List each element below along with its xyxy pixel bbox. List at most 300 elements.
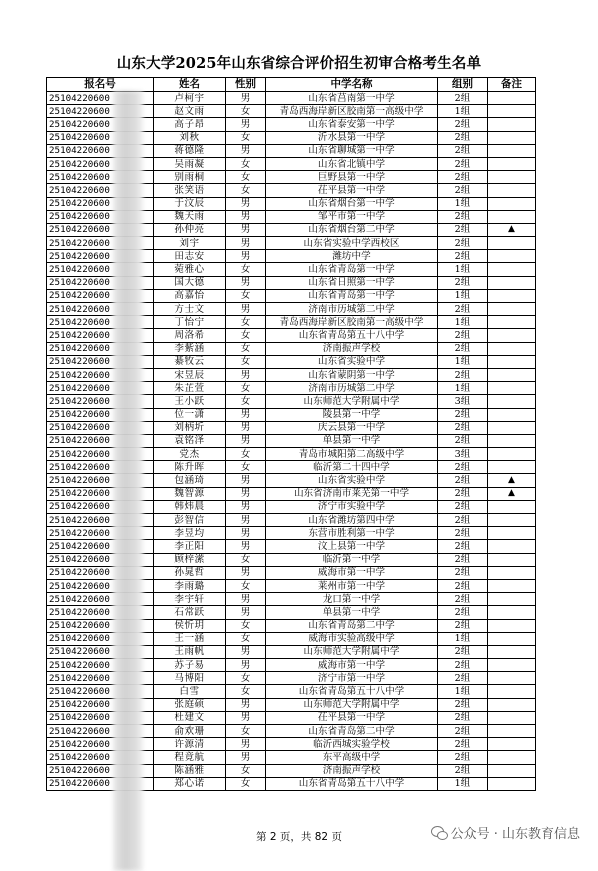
cell-reg-no: 25104220600: [47, 711, 154, 724]
cell-group: 2组: [438, 144, 488, 157]
cell-group: 2组: [438, 434, 488, 447]
cell-school: 山东省青岛第二中学: [266, 725, 438, 738]
cell-reg-no: 25104220600: [47, 672, 154, 685]
cell-gender: 女: [226, 316, 266, 329]
watermark-text: 公众号 · 山东教育信息: [450, 827, 580, 842]
cell-name: 赵文雨: [154, 105, 226, 118]
cell-school: 山东省青岛第五十八中学: [266, 777, 438, 790]
cell-group: 2组: [438, 553, 488, 566]
cell-name: 白雪: [154, 685, 226, 698]
cell-reg-no: 25104220600: [47, 342, 154, 355]
cell-note: [488, 461, 536, 474]
cell-name: 俞欢珊: [154, 725, 226, 738]
cell-note: [488, 434, 536, 447]
cell-reg-no: 25104220600: [47, 448, 154, 461]
cell-school: 山东省青岛第一中学: [266, 263, 438, 276]
watermark: [431, 823, 580, 842]
cell-reg-no: 25104220600: [47, 210, 154, 223]
cell-group: 2组: [438, 672, 488, 685]
cell-note: [488, 131, 536, 144]
cell-note: [488, 329, 536, 342]
cell-school: 巨野县第一中学: [266, 171, 438, 184]
cell-name: 李正阳: [154, 540, 226, 553]
cell-group: 2组: [438, 92, 488, 105]
cell-gender: 女: [226, 157, 266, 170]
cell-group: 2组: [438, 118, 488, 131]
cell-group: 1组: [438, 777, 488, 790]
cell-gender: 男: [226, 566, 266, 579]
cell-name: 綦牧云: [154, 355, 226, 368]
cell-school: 山东省莒南第一中学: [266, 92, 438, 105]
cell-school: 山东省潍坊第四中学: [266, 514, 438, 527]
cell-gender: 男: [226, 303, 266, 316]
cell-name: 马博阳: [154, 672, 226, 685]
cell-note: [488, 197, 536, 210]
cell-group: 2组: [438, 250, 488, 263]
cell-reg-no: 25104220600: [47, 738, 154, 751]
cell-reg-no: 25104220600: [47, 105, 154, 118]
cell-school: 济南市历城第二中学: [266, 303, 438, 316]
cell-name: 李宇轩: [154, 593, 226, 606]
cell-school: 单县第一中学: [266, 606, 438, 619]
cell-gender: 男: [226, 751, 266, 764]
cell-school: 单县第一中学: [266, 434, 438, 447]
cell-group: 2组: [438, 698, 488, 711]
cell-reg-no: 25104220600: [47, 289, 154, 302]
cell-name: 李紫涵: [154, 342, 226, 355]
cell-note: [488, 382, 536, 395]
cell-name: 李昱均: [154, 527, 226, 540]
cell-note: [488, 316, 536, 329]
cell-note: [488, 237, 536, 250]
header-note: 备注: [488, 78, 536, 92]
cell-gender: 女: [226, 685, 266, 698]
page-title: 山东大学2025年山东省综合评价招生初审合格考生名单: [116, 55, 482, 72]
cell-school: 山东省日照第一中学: [266, 276, 438, 289]
cell-group: 2组: [438, 171, 488, 184]
cell-name: 国大德: [154, 276, 226, 289]
cell-reg-no: 25104220600: [47, 316, 154, 329]
cell-school: 山东省实验中学: [266, 355, 438, 368]
cell-note: [488, 619, 536, 632]
cell-gender: 女: [226, 725, 266, 738]
cell-group: 1组: [438, 263, 488, 276]
cell-name: 别雨桐: [154, 171, 226, 184]
cell-gender: 男: [226, 92, 266, 105]
cell-school: 茌平县第一中学: [266, 184, 438, 197]
cell-name: 周洛希: [154, 329, 226, 342]
cell-gender: 男: [226, 606, 266, 619]
cell-reg-no: 25104220600: [47, 777, 154, 790]
cell-reg-no: 25104220600: [47, 698, 154, 711]
cell-gender: 女: [226, 263, 266, 276]
cell-gender: 男: [226, 368, 266, 381]
cell-note: [488, 118, 536, 131]
cell-reg-no: 25104220600: [47, 500, 154, 513]
cell-note: [488, 448, 536, 461]
cell-group: 1组: [438, 105, 488, 118]
cell-gender: 女: [226, 329, 266, 342]
cell-gender: 女: [226, 461, 266, 474]
cell-note: [488, 210, 536, 223]
cell-school: 山东师范大学附属中学: [266, 698, 438, 711]
cell-note: [488, 725, 536, 738]
cell-school: 青岛西海岸新区胶南第一高级中学: [266, 105, 438, 118]
cell-group: 2组: [438, 184, 488, 197]
cell-school: 山东省泰安第一中学: [266, 118, 438, 131]
cell-reg-no: 25104220600: [47, 461, 154, 474]
cell-name: 李雨璐: [154, 579, 226, 592]
cell-gender: 男: [226, 487, 266, 500]
cell-note: [488, 593, 536, 606]
cell-school: 山东省聊城第一中学: [266, 144, 438, 157]
cell-gender: 女: [226, 105, 266, 118]
cell-group: 2组: [438, 421, 488, 434]
cell-group: 1组: [438, 685, 488, 698]
cell-gender: 男: [226, 698, 266, 711]
cell-name: 高嘉怡: [154, 289, 226, 302]
cell-name: 党杰: [154, 448, 226, 461]
cell-note: ▲: [488, 223, 536, 236]
cell-note: [488, 289, 536, 302]
cell-group: 2组: [438, 329, 488, 342]
cell-group: 2组: [438, 131, 488, 144]
cell-school: 济南市历城第二中学: [266, 382, 438, 395]
cell-reg-no: 25104220600: [47, 632, 154, 645]
cell-group: 2组: [438, 368, 488, 381]
cell-reg-no: 25104220600: [47, 197, 154, 210]
cell-note: [488, 685, 536, 698]
cell-gender: 女: [226, 619, 266, 632]
cell-reg-no: 25104220600: [47, 764, 154, 777]
cell-name: 王一涵: [154, 632, 226, 645]
cell-note: [488, 171, 536, 184]
cell-school: 山东省青岛第一中学: [266, 289, 438, 302]
cell-gender: 男: [226, 237, 266, 250]
header-reg-no: 报名号: [47, 78, 154, 92]
cell-reg-no: 25104220600: [47, 250, 154, 263]
cell-gender: 男: [226, 408, 266, 421]
cell-name: 蒋德隆: [154, 144, 226, 157]
cell-note: [488, 579, 536, 592]
cell-name: 石常跃: [154, 606, 226, 619]
cell-school: 山东省济南市莱芜第一中学: [266, 487, 438, 500]
cell-gender: 男: [226, 474, 266, 487]
cell-gender: 女: [226, 777, 266, 790]
cell-group: 2组: [438, 223, 488, 236]
cell-gender: 男: [226, 500, 266, 513]
cell-gender: 女: [226, 553, 266, 566]
cell-name: 于汶辰: [154, 197, 226, 210]
cell-group: 2组: [438, 408, 488, 421]
cell-gender: 男: [226, 659, 266, 672]
cell-gender: 男: [226, 276, 266, 289]
cell-group: 2组: [438, 764, 488, 777]
cell-reg-no: 25104220600: [47, 276, 154, 289]
cell-school: 威海市第一中学: [266, 659, 438, 672]
cell-name: 王雨帆: [154, 645, 226, 658]
cell-school: 济南振声学校: [266, 764, 438, 777]
cell-school: 山东省实验中学西校区: [266, 237, 438, 250]
cell-school: 沂水县第一中学: [266, 131, 438, 144]
cell-name: 许源清: [154, 738, 226, 751]
cell-gender: 男: [226, 144, 266, 157]
cell-note: [488, 421, 536, 434]
cell-group: 2组: [438, 540, 488, 553]
cell-note: [488, 355, 536, 368]
cell-reg-no: 25104220600: [47, 157, 154, 170]
cell-reg-no: 25104220600: [47, 645, 154, 658]
cell-name: 丁怡宁: [154, 316, 226, 329]
cell-group: 1组: [438, 382, 488, 395]
cell-reg-no: 25104220600: [47, 223, 154, 236]
cell-reg-no: 25104220600: [47, 593, 154, 606]
cell-note: [488, 184, 536, 197]
cell-gender: 女: [226, 764, 266, 777]
cell-note: [488, 711, 536, 724]
cell-school: 茌平县第一中学: [266, 711, 438, 724]
cell-name: 韩炜晨: [154, 500, 226, 513]
cell-note: [488, 303, 536, 316]
cell-group: 1组: [438, 632, 488, 645]
cell-reg-no: 25104220600: [47, 92, 154, 105]
cell-school: 山东师范大学附属中学: [266, 645, 438, 658]
cell-group: 2组: [438, 342, 488, 355]
cell-reg-no: 25104220600: [47, 579, 154, 592]
cell-name: 张庭硕: [154, 698, 226, 711]
cell-gender: 女: [226, 448, 266, 461]
cell-school: 青岛西海岸新区胶南第一高级中学: [266, 316, 438, 329]
cell-group: 2组: [438, 487, 488, 500]
cell-school: 威海市实验高级中学: [266, 632, 438, 645]
cell-name: 方士文: [154, 303, 226, 316]
cell-name: 顾梓潆: [154, 553, 226, 566]
cell-gender: 女: [226, 289, 266, 302]
cell-name: 彭智信: [154, 514, 226, 527]
cell-note: ▲: [488, 474, 536, 487]
cell-reg-no: 25104220600: [47, 184, 154, 197]
header-name: 姓名: [154, 78, 226, 92]
cell-group: 1组: [438, 316, 488, 329]
cell-group: 2组: [438, 500, 488, 513]
cell-school: 青岛市城阳第二高级中学: [266, 448, 438, 461]
cell-note: [488, 276, 536, 289]
cell-reg-no: 25104220600: [47, 382, 154, 395]
cell-school: 山东省实验中学: [266, 474, 438, 487]
cell-name: 杜建文: [154, 711, 226, 724]
cell-note: [488, 395, 536, 408]
cell-name: 菀雅心: [154, 263, 226, 276]
cell-group: 2组: [438, 645, 488, 658]
cell-school: 临沂西城实验学校: [266, 738, 438, 751]
cell-school: 山东省烟台第二中学: [266, 223, 438, 236]
cell-gender: 男: [226, 527, 266, 540]
cell-school: 临沂第二十四中学: [266, 461, 438, 474]
cell-reg-no: 25104220600: [47, 395, 154, 408]
cell-school: 汶上县第一中学: [266, 540, 438, 553]
cell-group: 2组: [438, 579, 488, 592]
cell-reg-no: 25104220600: [47, 171, 154, 184]
cell-school: 东营市胜利第一中学: [266, 527, 438, 540]
cell-name: 张笑语: [154, 184, 226, 197]
cell-reg-no: 25104220600: [47, 263, 154, 276]
cell-reg-no: 25104220600: [47, 421, 154, 434]
cell-reg-no: 25104220600: [47, 329, 154, 342]
header-gender: 性别: [226, 78, 266, 92]
cell-school: 山东省北镇中学: [266, 157, 438, 170]
cell-reg-no: 25104220600: [47, 237, 154, 250]
cell-gender: 女: [226, 395, 266, 408]
cell-name: 魏智源: [154, 487, 226, 500]
cell-group: 1组: [438, 289, 488, 302]
table-header-row: [47, 78, 536, 92]
cell-school: 陵县第一中学: [266, 408, 438, 421]
cell-note: [488, 540, 536, 553]
cell-reg-no: 25104220600: [47, 487, 154, 500]
cell-reg-no: 25104220600: [47, 514, 154, 527]
cell-reg-no: 25104220600: [47, 527, 154, 540]
cell-gender: 男: [226, 118, 266, 131]
cell-reg-no: 25104220600: [47, 303, 154, 316]
cell-name: 刘柄圻: [154, 421, 226, 434]
cell-reg-no: 25104220600: [47, 131, 154, 144]
cell-group: 2组: [438, 527, 488, 540]
cell-gender: 女: [226, 355, 266, 368]
cell-gender: 女: [226, 579, 266, 592]
cell-group: 2组: [438, 738, 488, 751]
cell-gender: 男: [226, 210, 266, 223]
cell-note: [488, 566, 536, 579]
cell-gender: 男: [226, 593, 266, 606]
cell-name: 陈涵雅: [154, 764, 226, 777]
cell-name: 魏天雨: [154, 210, 226, 223]
cell-school: 潍坊中学: [266, 250, 438, 263]
redaction-blur: [113, 91, 143, 871]
cell-school: 济南振声学校: [266, 342, 438, 355]
cell-school: 济宁市实验中学: [266, 500, 438, 513]
cell-group: 2组: [438, 725, 488, 738]
cell-gender: 男: [226, 540, 266, 553]
wechat-icon: [431, 826, 447, 840]
cell-group: 2组: [438, 276, 488, 289]
cell-gender: 男: [226, 223, 266, 236]
cell-note: [488, 263, 536, 276]
cell-group: 2组: [438, 157, 488, 170]
cell-reg-no: 25104220600: [47, 408, 154, 421]
cell-group: 1组: [438, 355, 488, 368]
cell-gender: 男: [226, 197, 266, 210]
cell-school: 莱州市第一中学: [266, 579, 438, 592]
cell-group: 2组: [438, 711, 488, 724]
cell-school: 山东省烟台第一中学: [266, 197, 438, 210]
cell-gender: 男: [226, 645, 266, 658]
cell-name: 苏子易: [154, 659, 226, 672]
cell-note: [488, 92, 536, 105]
cell-name: 袁铭泽: [154, 434, 226, 447]
cell-name: 包涵琦: [154, 474, 226, 487]
cell-name: 宋昱辰: [154, 368, 226, 381]
cell-note: [488, 764, 536, 777]
cell-gender: 女: [226, 382, 266, 395]
page-footer: 第 2 页，共 82 页: [256, 831, 342, 843]
cell-name: 孙仲亮: [154, 223, 226, 236]
cell-school: 威海市第一中学: [266, 566, 438, 579]
cell-group: 3组: [438, 448, 488, 461]
cell-reg-no: 25104220600: [47, 474, 154, 487]
cell-gender: 男: [226, 434, 266, 447]
cell-name: 郑心诺: [154, 777, 226, 790]
cell-note: [488, 144, 536, 157]
cell-note: [488, 698, 536, 711]
cell-reg-no: 25104220600: [47, 659, 154, 672]
cell-name: 田志安: [154, 250, 226, 263]
cell-note: [488, 751, 536, 764]
cell-gender: 男: [226, 711, 266, 724]
cell-note: [488, 408, 536, 421]
cell-group: 2组: [438, 659, 488, 672]
cell-school: 济宁市第一中学: [266, 672, 438, 685]
cell-note: [488, 632, 536, 645]
cell-name: 高子昂: [154, 118, 226, 131]
cell-group: 2组: [438, 514, 488, 527]
cell-name: 陈升晖: [154, 461, 226, 474]
cell-reg-no: 25104220600: [47, 355, 154, 368]
cell-reg-no: 25104220600: [47, 118, 154, 131]
cell-school: 山东省蒙阴第一中学: [266, 368, 438, 381]
cell-name: 位一潇: [154, 408, 226, 421]
cell-school: 龙口第一中学: [266, 593, 438, 606]
cell-note: [488, 738, 536, 751]
cell-note: [488, 105, 536, 118]
cell-gender: 女: [226, 672, 266, 685]
cell-group: 2组: [438, 461, 488, 474]
cell-reg-no: 25104220600: [47, 434, 154, 447]
cell-reg-no: 25104220600: [47, 725, 154, 738]
cell-gender: 女: [226, 131, 266, 144]
cell-note: ▲: [488, 487, 536, 500]
cell-school: 山东师范大学附属中学: [266, 395, 438, 408]
cell-gender: 女: [226, 171, 266, 184]
cell-group: 2组: [438, 210, 488, 223]
cell-group: 2组: [438, 566, 488, 579]
cell-name: 朱芷萱: [154, 382, 226, 395]
cell-group: 2组: [438, 751, 488, 764]
cell-school: 邹平市第一中学: [266, 210, 438, 223]
cell-gender: 男: [226, 421, 266, 434]
cell-reg-no: 25104220600: [47, 368, 154, 381]
cell-note: [488, 514, 536, 527]
header-group: 组别: [438, 78, 488, 92]
cell-school: 庆云县第一中学: [266, 421, 438, 434]
cell-note: [488, 527, 536, 540]
cell-name: 卢柯宇: [154, 92, 226, 105]
cell-group: 3组: [438, 395, 488, 408]
cell-group: 2组: [438, 619, 488, 632]
cell-group: 2组: [438, 606, 488, 619]
cell-gender: 男: [226, 738, 266, 751]
cell-school: 山东省青岛第五十八中学: [266, 685, 438, 698]
cell-school: 东平高级中学: [266, 751, 438, 764]
cell-reg-no: 25104220600: [47, 553, 154, 566]
cell-gender: 女: [226, 342, 266, 355]
cell-reg-no: 25104220600: [47, 540, 154, 553]
cell-name: 侯忻玥: [154, 619, 226, 632]
cell-gender: 男: [226, 514, 266, 527]
cell-note: [488, 342, 536, 355]
cell-group: 1组: [438, 197, 488, 210]
cell-reg-no: 25104220600: [47, 566, 154, 579]
cell-school: 山东省青岛第二中学: [266, 619, 438, 632]
